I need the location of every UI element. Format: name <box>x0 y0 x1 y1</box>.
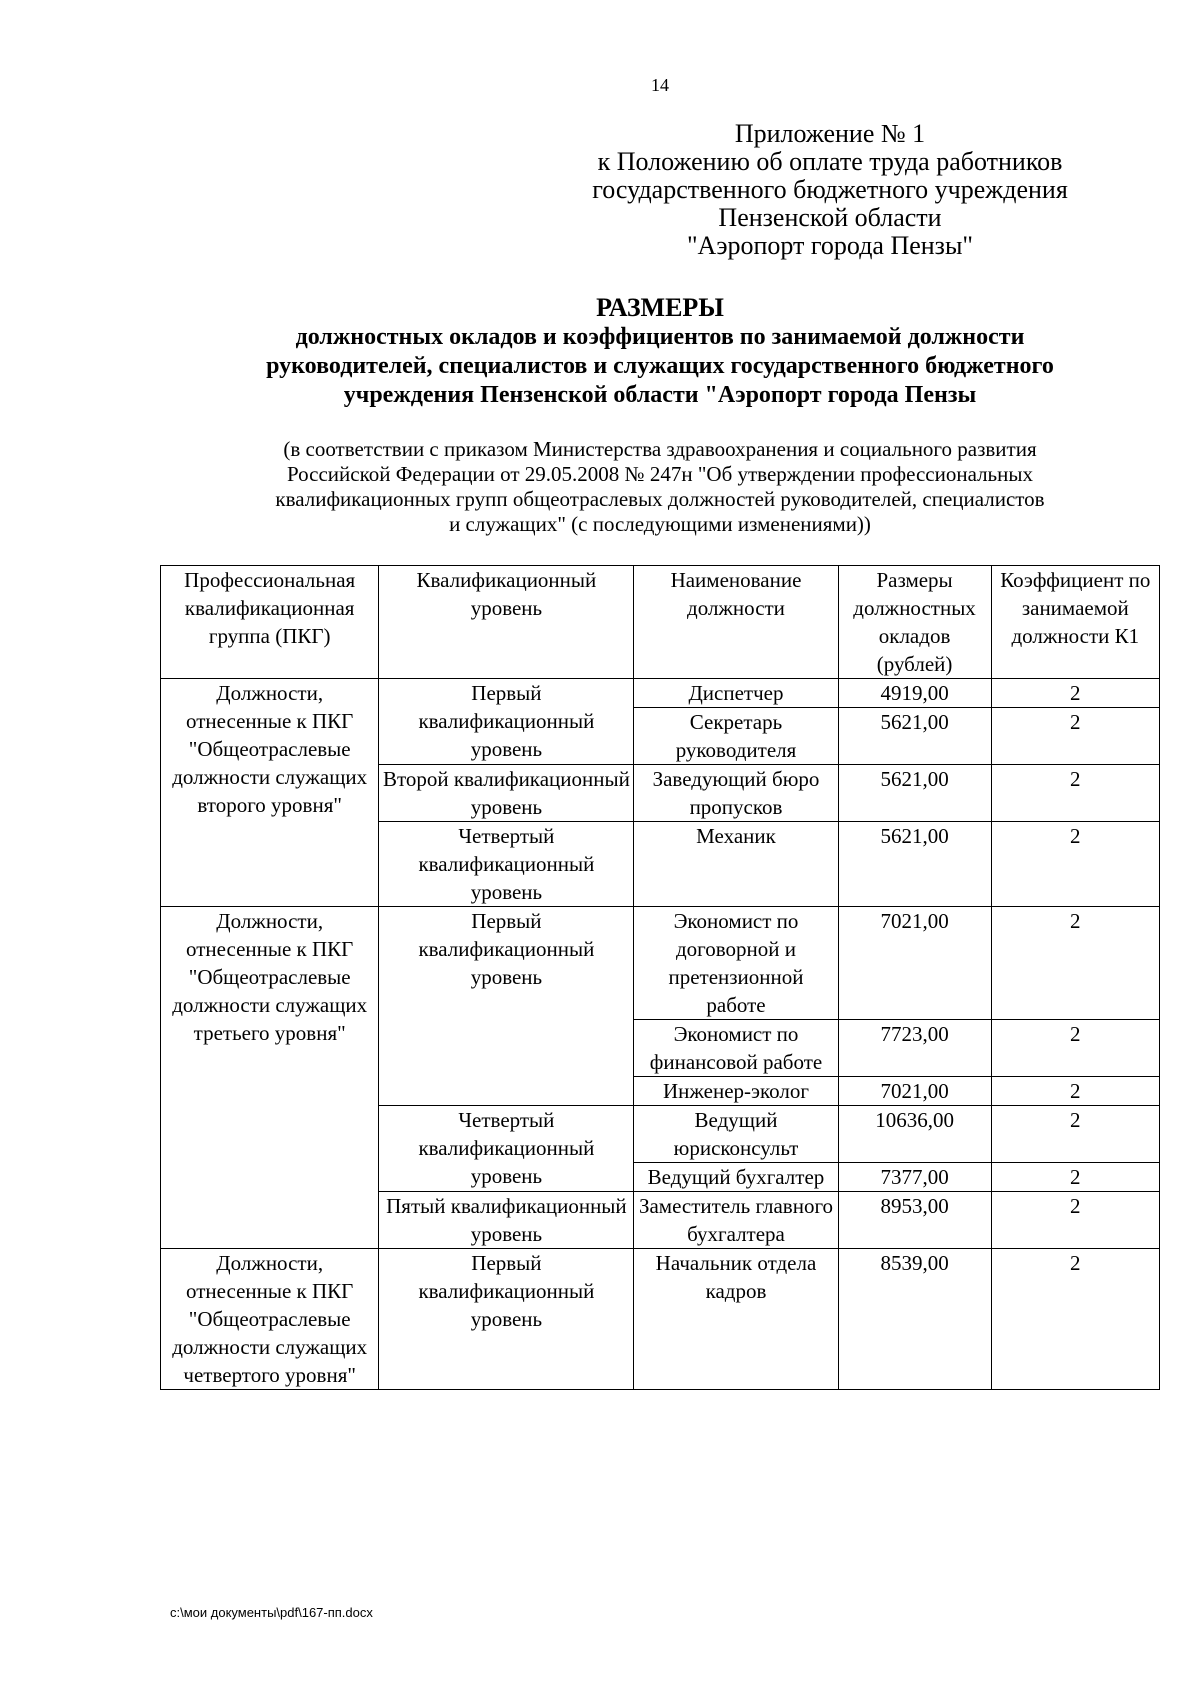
coefficient-cell: 2 <box>991 1163 1159 1192</box>
appendix-header <box>580 120 1080 260</box>
salary-cell: 5621,00 <box>838 708 991 765</box>
legal-basis-note <box>150 437 1170 537</box>
note-line-3: квалификационных групп общеотраслевых должностей руководителей, специалистов <box>275 487 1045 511</box>
header-salary: Размеры должностных окладов (рублей) <box>838 566 991 679</box>
position-cell: Ведущий юрисконсульт <box>634 1106 838 1163</box>
table-row <box>161 907 1160 1020</box>
header-level: Квалификационный уровень <box>379 566 634 679</box>
coefficient-cell: 2 <box>991 708 1159 765</box>
qualification-level-cell: Четвертый квалификационный уровень <box>379 822 634 907</box>
qualification-level-cell: Четвертый квалификационный уровень <box>379 1106 634 1192</box>
header-group: Профессиональная квалификационная группа (ПКГ) <box>161 566 379 679</box>
note-line-1: (в соответствии с приказом Министерства здравоохранения и социального развития <box>283 437 1037 461</box>
title-line-1: должностных окладов и коэффициентов по занимаемой должности <box>295 324 1025 350</box>
pkg-group-cell: Должности, отнесенные к ПКГ "Общеотраслевые должности служащих второго уровня" <box>161 679 379 907</box>
salary-cell: 7377,00 <box>838 1163 991 1192</box>
appendix-line-3: государственного бюджетного учреждения <box>592 175 1068 204</box>
qualification-level-cell: Второй квалификационный уровень <box>379 765 634 822</box>
position-cell: Секретарь руководителя <box>634 708 838 765</box>
note-line-4: и служащих" (с последующими изменениями)) <box>449 512 871 536</box>
salary-cell: 8539,00 <box>838 1249 991 1390</box>
coefficient-cell: 2 <box>991 1077 1159 1106</box>
position-cell: Инженер-эколог <box>634 1077 838 1106</box>
salary-cell: 8953,00 <box>838 1192 991 1249</box>
position-cell: Заместитель главного бухгалтера <box>634 1192 838 1249</box>
position-cell: Начальник отдела кадров <box>634 1249 838 1390</box>
pkg-group-cell: Должности, отнесенные к ПКГ "Общеотраслевые должности служащих четвертого уровня" <box>161 1249 379 1390</box>
coefficient-cell: 2 <box>991 1020 1159 1077</box>
salary-cell: 7021,00 <box>838 1077 991 1106</box>
coefficient-cell: 2 <box>991 907 1159 1020</box>
salary-cell: 5621,00 <box>838 765 991 822</box>
salary-cell: 4919,00 <box>838 679 991 708</box>
salary-cell: 7723,00 <box>838 1020 991 1077</box>
appendix-line-4: Пензенской области <box>718 203 942 232</box>
position-cell: Экономист по договорной и претензионной работе <box>634 907 838 1020</box>
table-row <box>161 679 1160 708</box>
salary-cell: 10636,00 <box>838 1106 991 1163</box>
position-cell: Экономист по финансовой работе <box>634 1020 838 1077</box>
title-line-3: учреждения Пензенской области "Аэропорт города Пензы <box>343 382 977 408</box>
appendix-line-1: Приложение № 1 <box>734 119 926 148</box>
salary-table <box>160 565 1160 1390</box>
coefficient-cell: 2 <box>991 1106 1159 1163</box>
qualification-level-cell: Первый квалификационный уровень <box>379 907 634 1106</box>
page-number: 14 <box>651 75 669 95</box>
salary-cell: 7021,00 <box>838 907 991 1020</box>
salary-cell: 5621,00 <box>838 822 991 907</box>
coefficient-cell: 2 <box>991 679 1159 708</box>
title-line-2: руководителей, специалистов и служащих государственного бюджетного <box>266 353 1054 379</box>
table-header-row <box>161 566 1160 679</box>
position-cell: Заведующий бюро пропусков <box>634 765 838 822</box>
qualification-level-cell: Первый квалификационный уровень <box>379 679 634 765</box>
position-cell: Ведущий бухгалтер <box>634 1163 838 1192</box>
file-path-footer: c:\мои документы\pdf\167-пп.docx <box>170 1605 373 1620</box>
header-coefficient: Коэффициент по занимаемой должности К1 <box>991 566 1159 679</box>
position-cell: Диспетчер <box>634 679 838 708</box>
qualification-level-cell: Первый квалификационный уровень <box>379 1249 634 1390</box>
appendix-line-5: "Аэропорт города Пензы" <box>686 231 974 260</box>
title-main: РАЗМЕРЫ <box>596 293 724 322</box>
coefficient-cell: 2 <box>991 822 1159 907</box>
appendix-line-2: к Положению об оплате труда работников <box>597 147 1063 176</box>
coefficient-cell: 2 <box>991 1249 1159 1390</box>
qualification-level-cell: Пятый квалификационный уровень <box>379 1192 634 1249</box>
coefficient-cell: 2 <box>991 765 1159 822</box>
header-position: Наименование должности <box>634 566 838 679</box>
table-body <box>161 679 1160 1390</box>
coefficient-cell: 2 <box>991 1192 1159 1249</box>
position-cell: Механик <box>634 822 838 907</box>
note-line-2: Российской Федерации от 29.05.2008 № 247н "Об утверждении профессиональных <box>286 462 1033 486</box>
document-title <box>150 293 1170 410</box>
pkg-group-cell: Должности, отнесенные к ПКГ "Общеотраслевые должности служащих третьего уровня" <box>161 907 379 1249</box>
table-row <box>161 1249 1160 1390</box>
